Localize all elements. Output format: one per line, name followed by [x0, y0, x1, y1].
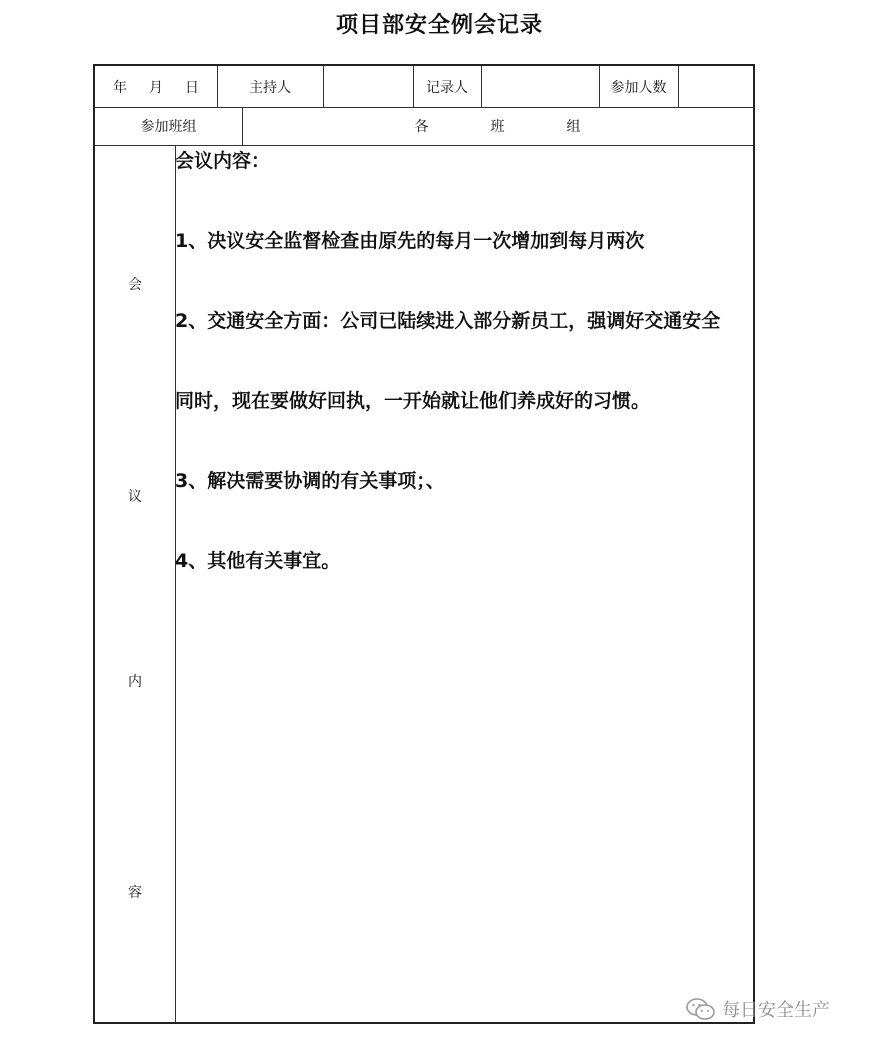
side-label-char: 内: [128, 674, 142, 690]
content-line: 1、决议安全监督检查由原先的每月一次增加到每月两次: [175, 230, 645, 252]
date-month-label: 月: [149, 79, 163, 96]
wechat-icon: [686, 997, 716, 1021]
content-heading: 会议内容：: [175, 150, 271, 172]
watermark-text: 每日安全生产: [722, 1000, 830, 1021]
date-year-label: 年: [113, 79, 127, 96]
host-field[interactable]: [323, 66, 413, 107]
attendees-label: 参加人数: [610, 79, 667, 96]
content-line: 同时，现在要做好回执，一开始就让他们养成好的习惯。: [175, 390, 651, 412]
meeting-record-form: [93, 64, 755, 1024]
recorder-label: 记录人: [426, 79, 468, 96]
content-line: 3、解决需要协调的有关事项；、: [175, 470, 445, 492]
meeting-content: [175, 146, 755, 626]
date-day-label: 日: [185, 79, 199, 96]
host-label: 主持人: [249, 79, 291, 96]
side-label-char: 议: [128, 489, 142, 505]
date-cell: [95, 66, 217, 107]
recorder-field[interactable]: [481, 66, 599, 107]
page-title: 项目部安全例会记录: [335, 13, 543, 38]
watermark: [686, 996, 830, 1022]
teams-label: 参加班组: [140, 119, 197, 135]
teams-value-part: 组: [566, 119, 581, 135]
teams-value-part: 各: [414, 119, 429, 135]
teams-value: [242, 107, 753, 145]
side-label-char: 会: [128, 277, 142, 293]
side-label-char: 容: [128, 885, 142, 901]
content-line: 2、交通安全方面：公司已陆续进入部分新员工，强调好交通安全: [175, 310, 721, 332]
attendees-field[interactable]: [678, 66, 753, 107]
content-line: 4、其他有关事宜。: [175, 550, 341, 572]
teams-value-part: 班: [490, 119, 505, 135]
